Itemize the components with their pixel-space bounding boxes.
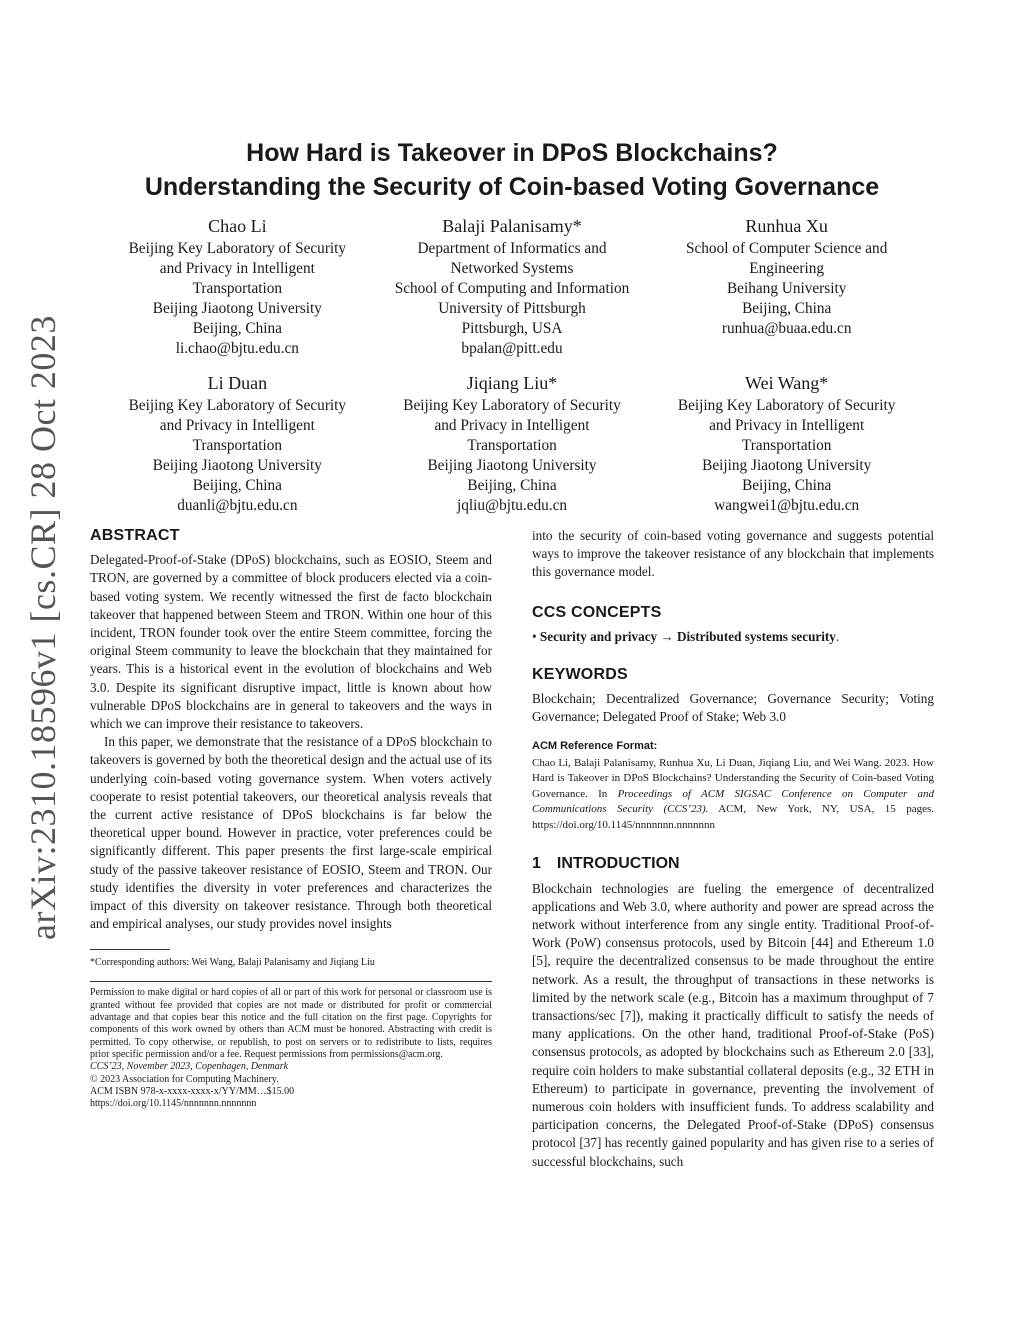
ccs-period: . [835, 628, 840, 644]
ccs-subconcept: Distributed systems security [676, 628, 836, 644]
ccs-heading: CCS CONCEPTS [532, 603, 662, 621]
author-email[interactable]: duanli@bjtu.edu.cn [177, 497, 298, 514]
author-affiliation: Beijing Key Laboratory of Security and Privacy in Intelligent Transportation Beijing Jiaotong University Beijing, China [403, 397, 621, 494]
author-affiliation: School of Computer Science and Engineering Beihang University Beijing, China [685, 240, 888, 317]
doi-link[interactable]: https://doi.org/10.1145/nnnnnnn.nnnnnnn [90, 1098, 257, 1110]
author-affiliation: Beijing Key Laboratory of Security and Privacy in Intelligent Transportation Beijing Jiaotong University Beijing, China [128, 397, 347, 494]
copyright-notice: © 2023 Association for Computing Machinery. [90, 1073, 279, 1085]
right-column [532, 527, 934, 1171]
author-affiliation: Department of Informatics and Networked Systems School of Computing and Information University of Pittsburgh Pittsburgh, USA [394, 240, 630, 337]
reference-venue: Proceedings of ACM SIGSAC Conference on Computer and Communications Security (CCS’23). [532, 787, 934, 816]
arxiv-identifier: arXiv:2310.18596v1 [cs.CR] 28 Oct 2023 [23, 315, 63, 940]
corresponding-authors-footnote: *Corresponding authors: Wei Wang, Balaji Palanisamy and Jiqiang Liu [90, 957, 375, 969]
author-block [649, 371, 924, 516]
title-line-1: How Hard is Takeover in DPoS Blockchains? [246, 139, 778, 167]
isbn: ACM ISBN 978-x-xxxx-xxxx-x/YY/MM…$15.00 [90, 1085, 295, 1097]
keywords-text: Blockchain; Decentralized Governance; Governance Security; Voting Governance; Delegated Proof of Stake; Web 3.0 [532, 691, 934, 725]
left-column [90, 527, 492, 1110]
author-name: Chao Li [208, 216, 267, 236]
ccs-concept: Security and privacy [539, 628, 658, 644]
abstract-paragraph-1: Delegated-Proof-of-Stake (DPoS) blockchains, such as EOSIO, Steem and TRON, are governed by a committee of block producers elected via a coin-based voting system. We recently witnessed the first de facto blockchain takeover that happened between Steem and TRON. Within one hour of this incident, TRON founder took over the entire Steem committee, forcing the original Steem community to leave the blockchain that they maintained for years. This is a historical event in the evolution of blockchains and Web 3.0. Despite its significant disruptive impact, little is known about how vulnerable DPoS blockchains are in general to takeovers and the ways in which we can improve their resistance to takeovers. [90, 552, 492, 732]
author-name: Jiqiang Liu* [466, 373, 558, 393]
author-affiliation: Beijing Key Laboratory of Security and Privacy in Intelligent Transportation Beijing Jiaotong University Beijing, China [128, 240, 347, 337]
abstract-heading: ABSTRACT [90, 527, 180, 544]
ccs-concept-line [532, 628, 934, 646]
abstract-continuation: into the security of coin-based voting governance and suggests potential ways to improve the takeover resistance of any blockchain that implements this governance model. [532, 528, 934, 580]
author-block [100, 214, 375, 359]
permission-divider [90, 981, 492, 982]
author-block [100, 371, 375, 516]
author-email[interactable]: wangwei1@bjtu.edu.cn [714, 497, 860, 514]
paper-title [80, 136, 944, 204]
author-block [375, 214, 650, 359]
conference-info: CCS’23, November 2023, Copenhagen, Denmark [90, 1061, 289, 1073]
footnote-divider [90, 949, 170, 950]
author-block [649, 214, 924, 359]
author-email[interactable]: runhua@buaa.edu.cn [721, 320, 852, 337]
author-name: Runhua Xu [745, 216, 828, 236]
title-line-2: Understanding the Security of Coin-based Voting Governance [144, 173, 880, 201]
reference-format-heading: ACM Reference Format: [532, 739, 658, 752]
section-number: 1 [532, 855, 541, 873]
ccs-bullet: • [532, 628, 537, 644]
ccs-arrow: → [660, 628, 674, 644]
reference-pre: Chao Li, Balaji Palanisamy, Runhua Xu, Li Duan, Jiqiang Liu, and Wei Wang. 2023. How Hard is Takeover in DPoS Blockchains? Understanding the Security of Coin-based Voting Governance. In [532, 756, 934, 800]
section-title: INTRODUCTION [556, 855, 680, 873]
reference-post: ACM, New York, NY, USA, 15 pages. https://doi.org/10.1145/nnnnnnn.nnnnnnn [532, 803, 934, 831]
author-block [375, 371, 650, 516]
author-email[interactable]: bpalan@pitt.edu [461, 340, 563, 357]
permission-notice: Permission to make digital or hard copies of all or part of this work for personal or classroom use is granted without fee provided that copies are not made or distributed for profit or commercial advantage and that copies bear this notice and the full citation on the first page. Copyrights for components of this work owned by others than ACM must be honored. Abstracting with credit is permitted. To copy otherwise, or republish, to post on servers or to redistribute to lists, requires prior specific permission and/or a fee. Request permissions from permissions@acm.org. [90, 987, 492, 1060]
author-affiliation: Beijing Key Laboratory of Security and Privacy in Intelligent Transportation Beijing Jiaotong University Beijing, China [677, 397, 896, 494]
keywords-heading: KEYWORDS [532, 666, 628, 684]
author-email[interactable]: li.chao@bjtu.edu.cn [175, 340, 299, 357]
author-name: Balaji Palanisamy* [442, 216, 582, 236]
author-name: Wei Wang* [745, 373, 829, 393]
abstract-paragraph-2: In this paper, we demonstrate that the resistance of a DPoS blockchain to takeovers is governed by both the theoretical design and the actual use of its underlying coin-based voting governance system. When voters actively cooperate to resist potential takeovers, our theoretical analysis reveals that the current active resistance of DPoS blockchains is far below the theoretical upper bound. However in practice, voter preferences could be significantly different. This paper presents the first large-scale empirical study of the passive takeover resistance of EOSIO, Steem and TRON. Our study identifies the diversity in voter preferences and characterizes the impact of this diversity on takeover resistance. Through both theoretical and empirical analyses, our study provides novel insights [90, 734, 492, 932]
author-row-2 [100, 371, 924, 516]
author-row-1 [100, 214, 924, 359]
introduction-paragraph: Blockchain technologies are fueling the emergence of decentralized applications and Web 3.0, where authority and power are spread across the network without interference from any single entity. Traditional Proof-of-Work (PoW) consensus protocols, used by Bitcoin [44] and Ethereum 1.0 [5], require the decentralized consensus to be made throughout the entire network. As a result, the throughput of transactions in these networks is limited by the network scale (e.g., Bitcoin has a maximum throughput of 7 transactions/sec [7]), making it practically difficult to satisfy the needs of many applications. On the other hand, traditional Proof-of-Stake (PoS) consensus protocols, as adopted by blockchains such as Ethereum 2.0 [33], require coin holders to make substantial collateral deposits (e.g., 32 ETH in Ethereum) to participate in governance, preventing the involvement of numerous coin holders with insufficient funds. To address scalability and participation concerns, the Delegated Proof-of-Stake (DPoS) consensus protocol [37] has recently gained popularity and has given rise to a series of successful blockchains, such [532, 880, 934, 1169]
reference-format-text [532, 756, 934, 834]
author-name: Li Duan [207, 373, 268, 393]
introduction-heading [532, 855, 934, 873]
author-email[interactable]: jqliu@bjtu.edu.cn [456, 497, 568, 514]
